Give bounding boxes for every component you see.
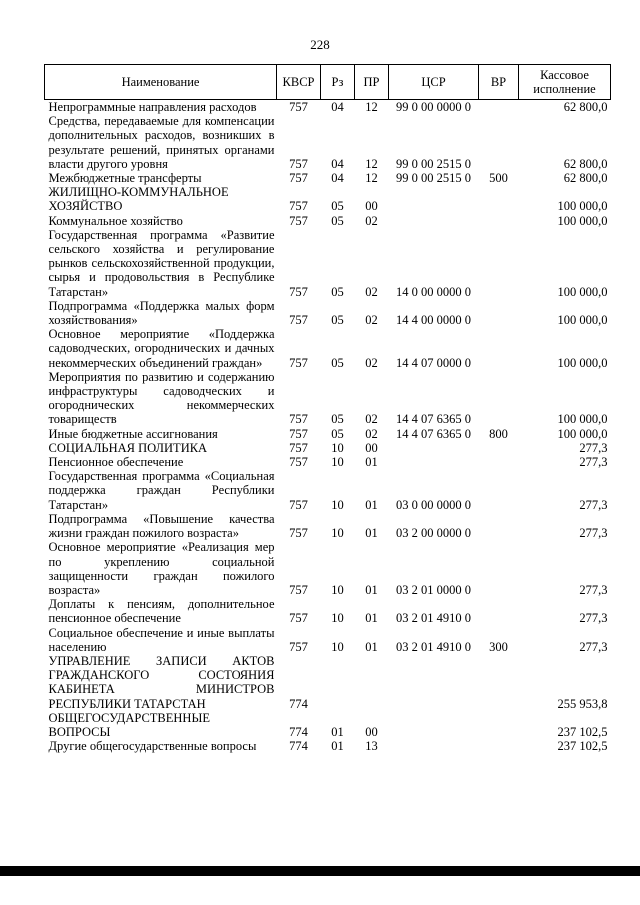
table-body: [45, 100, 611, 754]
cell-amount: 277,3: [579, 497, 608, 512]
cell-rz: 04: [331, 100, 344, 114]
cell-csr: 14 4 07 0000 0: [396, 355, 471, 370]
cell-name: Непрограммные направления расходов: [48, 100, 257, 114]
cell-csr: [389, 654, 479, 711]
header-name: Наименование: [45, 65, 277, 100]
cell-amount: 100 000,0: [557, 213, 608, 228]
cell-csr: 03 0 00 0000 0: [396, 497, 471, 512]
cell-name: ЖИЛИЩНО-КОММУНАЛЬНОЕ ХОЗЯЙСТВО: [48, 185, 229, 214]
cell-rz: 05: [331, 313, 344, 328]
cell-vr: [479, 654, 519, 711]
cell-vr: [479, 441, 519, 455]
table-row: [45, 114, 611, 171]
cell-rz: 04: [331, 171, 344, 186]
cell-pr: 00: [365, 724, 378, 739]
cell-kvsr: 757: [289, 313, 308, 328]
cell-pr: 02: [365, 213, 378, 228]
cell-csr: 99 0 00 0000 0: [396, 100, 471, 114]
cell-amount: 100 000,0: [557, 355, 608, 370]
table-row: [45, 441, 611, 455]
cell-kvsr: 757: [289, 497, 308, 512]
cell-name: УПРАВЛЕНИЕ ЗАПИСИ АКТОВ ГРАЖДАНСКОГО СОСТОЯНИЯ КАБИНЕТА МИНИСТРОВ РЕСПУБЛИКИ ТАТАРСТАН: [48, 653, 275, 711]
cell-amount: 100 000,0: [557, 412, 608, 427]
cell-csr: [389, 739, 479, 753]
table-row: [45, 626, 611, 654]
cell-kvsr: 774: [289, 724, 308, 739]
cell-amount: 277,3: [579, 611, 608, 626]
scan-bottom-bar: [0, 866, 640, 876]
cell-kvsr: 757: [289, 156, 308, 171]
cell-name: Другие общегосударственные вопросы: [48, 739, 257, 754]
cell-rz: 10: [331, 455, 344, 470]
cell-name: Социальное обеспечение и иные выплаты населению: [48, 625, 275, 654]
cell-amount: 100 000,0: [557, 313, 608, 328]
cell-rz: 10: [331, 611, 344, 626]
cell-vr: 500: [489, 171, 508, 186]
cell-vr: [479, 597, 519, 625]
table-row: [45, 299, 611, 327]
cell-rz: 10: [331, 440, 344, 455]
cell-pr: [355, 654, 389, 711]
cell-pr: 12: [365, 156, 378, 171]
cell-kvsr: 757: [289, 582, 308, 597]
cell-name: Подпрограмма «Поддержка малых форм хозяйствования»: [48, 298, 275, 328]
cell-kvsr: 757: [289, 639, 308, 654]
cell-kvsr: 757: [289, 526, 308, 541]
cell-kvsr: 774: [289, 739, 308, 754]
page-number: 228: [310, 37, 330, 52]
table-row: [45, 711, 611, 739]
cell-kvsr: 757: [289, 171, 308, 186]
cell-vr: [479, 512, 519, 540]
cell-csr: [389, 214, 479, 228]
cell-rz: 10: [331, 582, 344, 597]
cell-name: Государственная программа «Развитие сельского хозяйства и регулирование рынков сельскохозяйственной продукции, сырья и продовольствия в Республике Татарстан»: [48, 227, 275, 299]
cell-pr: 13: [365, 739, 378, 754]
cell-vr: [479, 214, 519, 228]
cell-pr: 02: [365, 355, 378, 370]
cell-pr: 02: [365, 412, 378, 427]
cell-amount: 100 000,0: [557, 284, 608, 299]
cell-amount: 100 000,0: [557, 426, 608, 441]
table-row: [45, 540, 611, 597]
cell-name: Коммунальное хозяйство: [48, 213, 183, 228]
cell-name: Государственная программа «Социальная поддержка граждан Республики Татарстан»: [48, 469, 275, 512]
cell-amount: 100 000,0: [557, 199, 608, 214]
table-row: [45, 469, 611, 512]
cell-rz: 05: [331, 412, 344, 427]
cell-vr: [479, 228, 519, 299]
cell-kvsr: 757: [289, 213, 308, 228]
cell-kvsr: 757: [289, 426, 308, 441]
cell-name: Основное мероприятие «Реализация мер по укреплению социальной защищенности граждан пожилого возраста»: [48, 540, 275, 597]
cell-vr: [479, 455, 519, 469]
cell-csr: [389, 455, 479, 469]
cell-amount: 277,3: [579, 639, 608, 654]
cell-kvsr: 757: [289, 455, 308, 470]
table-row: [45, 228, 611, 299]
cell-csr: 03 2 01 4910 0: [396, 611, 471, 626]
cell-kvsr: 757: [289, 100, 308, 114]
cell-name: Подпрограмма «Повышение качества жизни граждан пожилого возраста»: [48, 511, 275, 541]
table-row: [45, 512, 611, 540]
header-kvsr: КВСР: [277, 65, 321, 100]
cell-vr: [479, 114, 519, 171]
cell-kvsr: 774: [289, 696, 308, 711]
cell-pr: 01: [365, 497, 378, 512]
cell-vr: [479, 100, 519, 115]
cell-rz: 01: [331, 724, 344, 739]
cell-amount: 277,3: [579, 526, 608, 541]
table-row: [45, 370, 611, 427]
cell-csr: 14 4 07 6365 0: [396, 412, 471, 427]
table-row: [45, 427, 611, 441]
cell-amount: 277,3: [579, 455, 608, 470]
cell-csr: 14 0 00 0000 0: [396, 284, 471, 299]
cell-csr: 14 4 00 0000 0: [396, 313, 471, 328]
cell-rz: 04: [331, 156, 344, 171]
cell-csr: [389, 185, 479, 213]
table-header-row: [45, 65, 611, 100]
cell-vr: [479, 739, 519, 753]
cell-amount: 62 800,0: [563, 156, 608, 171]
cell-amount: 255 953,8: [557, 696, 608, 711]
cell-vr: 800: [489, 426, 508, 441]
table-row: [45, 100, 611, 115]
table-row: [45, 214, 611, 228]
cell-rz: 05: [331, 284, 344, 299]
cell-name: Пенсионное обеспечение: [48, 455, 184, 470]
cell-kvsr: 757: [289, 440, 308, 455]
cell-vr: [479, 469, 519, 512]
cell-kvsr: 757: [289, 355, 308, 370]
cell-name: Доплаты к пенсиям, дополнительное пенсионное обеспечение: [48, 597, 275, 626]
cell-csr: [389, 711, 479, 739]
cell-pr: 01: [365, 611, 378, 626]
cell-pr: 02: [365, 284, 378, 299]
cell-rz: 05: [331, 355, 344, 370]
cell-kvsr: 757: [289, 284, 308, 299]
cell-rz: 05: [331, 199, 344, 214]
cell-pr: 00: [365, 440, 378, 455]
table-row: [45, 171, 611, 185]
cell-vr: [479, 185, 519, 213]
cell-csr: 03 2 00 0000 0: [396, 526, 471, 541]
cell-name: Межбюджетные трансферты: [48, 171, 202, 186]
cell-rz: 10: [331, 639, 344, 654]
cell-amount: 62 800,0: [563, 171, 608, 186]
cell-vr: [479, 327, 519, 370]
cell-rz: [321, 654, 355, 711]
cell-pr: 02: [365, 426, 378, 441]
cell-rz: 05: [331, 426, 344, 441]
cell-kvsr: 757: [289, 611, 308, 626]
cell-csr: [389, 441, 479, 455]
cell-csr: 14 4 07 6365 0: [396, 426, 471, 441]
cell-pr: 01: [365, 526, 378, 541]
header-vr: ВР: [479, 65, 519, 100]
cell-name: Иные бюджетные ассигнования: [48, 426, 218, 441]
cell-pr: 02: [365, 313, 378, 328]
cell-vr: [479, 540, 519, 597]
cell-pr: 12: [365, 100, 378, 114]
cell-name: Основное мероприятие «Поддержка садоводческих, огороднических и дачных некоммерческих объединений граждан»: [48, 327, 275, 370]
table-row: [45, 654, 611, 711]
cell-vr: [479, 711, 519, 739]
cell-kvsr: 757: [289, 412, 308, 427]
budget-table: [44, 64, 611, 753]
cell-pr: 01: [365, 582, 378, 597]
header-csr: ЦСР: [389, 65, 479, 100]
header-pr: ПР: [355, 65, 389, 100]
table-row: [45, 455, 611, 469]
cell-name: Мероприятия по развитию и содержанию инфраструктуры садоводческих и огороднических некоммерческих товариществ: [48, 369, 275, 427]
cell-pr: 01: [365, 455, 378, 470]
cell-amount: 237 102,5: [557, 724, 608, 739]
cell-kvsr: 757: [289, 199, 308, 214]
table-row: [45, 327, 611, 370]
cell-rz: 01: [331, 739, 344, 754]
cell-pr: 12: [365, 171, 378, 186]
cell-name: Средства, передаваемые для компенсации дополнительных расходов, возникших в результате решений, принятых органами власти другого уровня: [48, 114, 275, 171]
cell-amount: 62 800,0: [563, 100, 608, 114]
cell-csr: 99 0 00 2515 0: [396, 156, 471, 171]
cell-rz: 10: [331, 526, 344, 541]
cell-pr: 00: [365, 199, 378, 214]
cell-pr: 01: [365, 639, 378, 654]
cell-rz: 10: [331, 497, 344, 512]
cell-vr: [479, 370, 519, 427]
cell-name: ОБЩЕГОСУДАРСТВЕННЫЕ ВОПРОСЫ: [48, 710, 210, 739]
cell-amount: 237 102,5: [557, 739, 608, 754]
cell-csr: 99 0 00 2515 0: [396, 171, 471, 186]
table-row: [45, 739, 611, 753]
table-row: [45, 597, 611, 625]
cell-amount: 277,3: [579, 440, 608, 455]
cell-amount: 277,3: [579, 582, 608, 597]
cell-vr: 300: [489, 639, 508, 654]
cell-name: СОЦИАЛЬНАЯ ПОЛИТИКА: [48, 440, 208, 455]
cell-csr: 03 2 01 4910 0: [396, 639, 471, 654]
cell-vr: [479, 299, 519, 327]
cell-rz: 05: [331, 213, 344, 228]
header-rz: Рз: [321, 65, 355, 100]
header-amount: Кассовое исполнение: [519, 65, 611, 100]
cell-csr: 03 2 01 0000 0: [396, 582, 471, 597]
table-row: [45, 185, 611, 213]
